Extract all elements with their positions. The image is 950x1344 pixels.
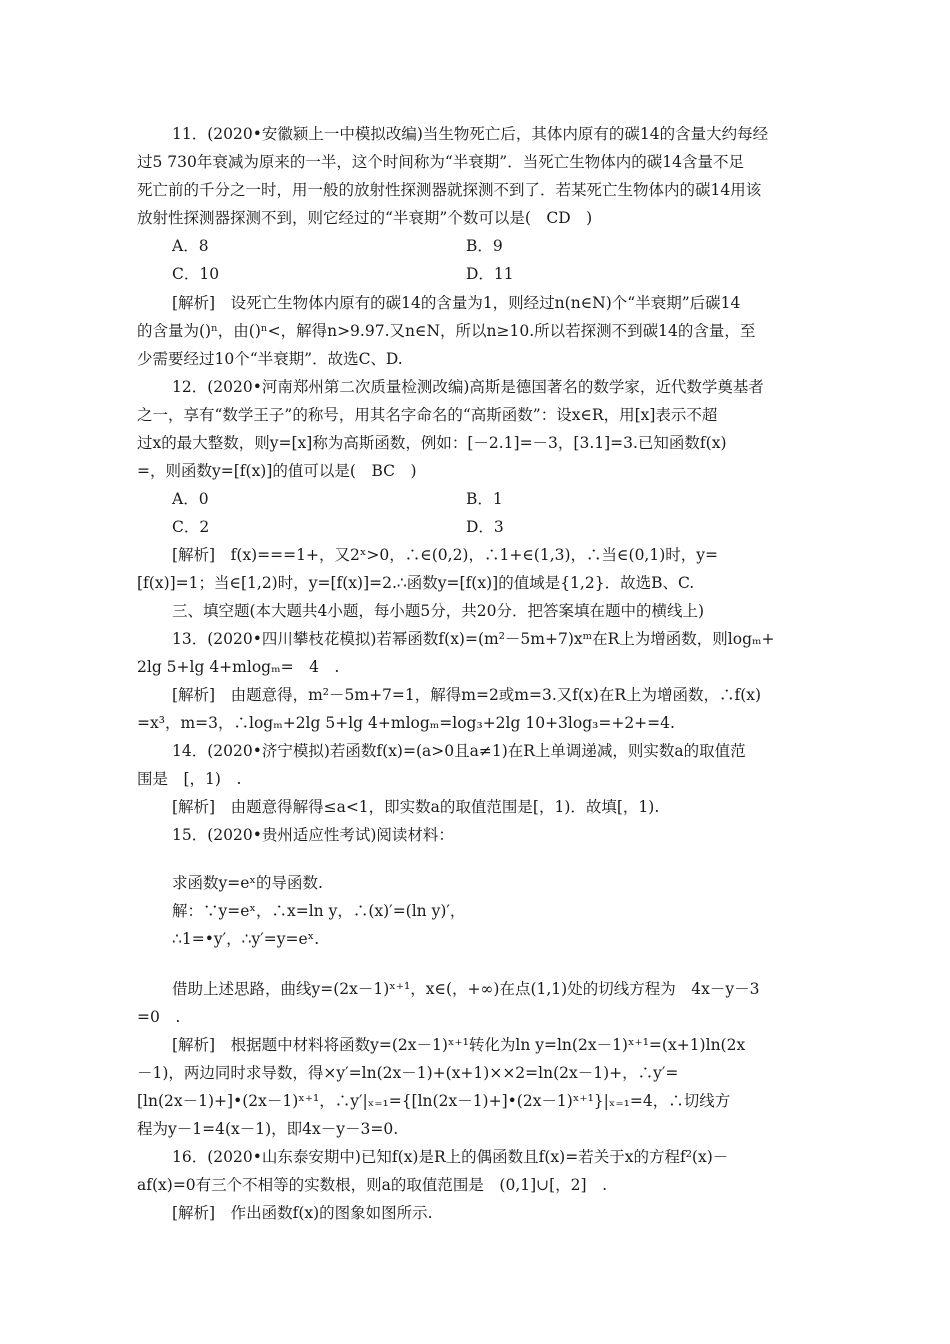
q11-analysis-line2: 的含量为()ⁿ，由()ⁿ<，解得n>9.97.又n∈N，所以n≥10.所以若探测不到碳14的含量，至 (137, 322, 756, 340)
q12-analysis-line1: [解析] f(x)===1+，又2ˣ>0，∴∈(0,2)，∴1+∈(1,3)，∴当∈(0,1)时，y= (172, 546, 719, 564)
q16-stem-line2: af(x)=0有三个不相等的实数根，则a的取值范围是 (0,1]∪[，2] . (137, 1176, 608, 1194)
q11-stem-line1: 11．(2020•安徽颍上一中模拟改编)当生物死亡后，其体内原有的碳14的含量大约每经 (172, 125, 769, 143)
q11-option-b: B．9 (466, 237, 503, 255)
q11-stem-line2: 过5 730年衰减为原来的一半，这个时间称为“半衰期”．当死亡生物体内的碳14含量不足 (137, 153, 744, 171)
q15-stem-line1: 15．(2020•贵州适应性考试)阅读材料： (172, 826, 454, 844)
q13-analysis-line2: =x³，m=3，∴logₘ+2lg 5+lg 4+mlogₘ=log₃+2lg 10+3log₃=+2+=4. (137, 714, 675, 732)
q15-material-line1: 求函数y=eˣ的导函数. (172, 874, 323, 892)
q15-material-line3: ∴1=•y′，∴y′=y=eˣ. (172, 930, 320, 948)
q11-option-a: A．8 (172, 237, 209, 255)
q12-stem-line1: 12．(2020•河南郑州第二次质量检测改编)高斯是德国著名的数学家，近代数学奠基者 (172, 378, 764, 396)
q12-analysis-line2: [f(x)]=1；当∈[1,2)时，y=[f(x)]=2.∴函数y=[f(x)]的值域是{1,2}．故选B、C. (137, 574, 695, 592)
q14-stem-line2: 围是 [，1) . (137, 770, 242, 788)
q12-option-d: D．3 (466, 518, 504, 536)
q15-material-line2: 解：∵y=eˣ，∴x=ln y，∴(x)′=(ln y)′， (172, 902, 466, 920)
q14-analysis-line1: [解析] 由题意得解得≤a<1，即实数a的取值范围是[，1)．故填[，1). (172, 798, 660, 816)
q12-option-a: A．0 (172, 490, 209, 508)
q16-stem-line1: 16．(2020•山东泰安期中)已知f(x)是R上的偶函数且f(x)=若关于x的方程f²(x)－ (172, 1148, 729, 1166)
q15-stem-line2: 借助上述思路，曲线y=(2x－1)ˣ⁺¹，x∈(，+∞)在点(1,1)处的切线方程为 4x－y－3 (172, 980, 760, 998)
q12-option-c: C．2 (172, 518, 210, 536)
q12-stem-line3: 过x的最大整数，则y=[x]称为高斯函数，例如：[－2.1]=－3，[3.1]=3.已知函数f(x) (137, 434, 727, 452)
q13-analysis-line1: [解析] 由题意得，m²－5m+7=1，解得m=2或m=3.又f(x)在R上为增函数，∴f(x) (172, 686, 762, 704)
q11-stem-line3: 死亡前的千分之一时，用一般的放射性探测器就探测不到了．若某死亡生物体内的碳14用该 (137, 181, 762, 199)
q15-stem-line3: =0 . (137, 1008, 181, 1026)
q15-analysis-line4: 程为y－1=4(x－1)，即4x－y－3=0. (137, 1120, 399, 1138)
q11-option-d: D．11 (466, 265, 514, 283)
q14-stem-line1: 14．(2020•济宁模拟)若函数f(x)=(a>0且a≠1)在R上单调递减，则实数a的取值范 (172, 742, 746, 760)
q11-analysis-line1: [解析] 设死亡生物体内原有的碳14的含量为1，则经过n(n∈N)个“半衰期”后碳14 (172, 294, 741, 312)
q12-option-b: B．1 (466, 490, 503, 508)
q11-analysis-line3: 少需要经过10个“半衰期”．故选C、D. (137, 350, 403, 368)
q16-analysis-line1: [解析] 作出函数f(x)的图象如图所示. (172, 1204, 433, 1222)
q15-analysis-line3: [ln(2x－1)+]•(2x－1)ˣ⁺¹，∴y′|ₓ₌₁={[ln(2x－1)+]•(2x－1)ˣ⁺¹}|ₓ₌₁=4，∴切线方 (137, 1092, 731, 1110)
q15-analysis-line1: [解析] 根据题中材料将函数y=(2x－1)ˣ⁺¹转化为ln y=ln(2x－1)ˣ⁺¹=(x+1)ln(2x (172, 1036, 746, 1054)
q13-stem-line1: 13．(2020•四川攀枝花模拟)若幂函数f(x)=(m²－5m+7)xᵐ在R上为增函数，则logₘ+ (172, 630, 775, 648)
q11-stem-line4: 放射性探测器探测不到，则它经过的“半衰期”个数可以是( CD ) (137, 209, 593, 227)
q11-option-c: C．10 (172, 265, 220, 283)
q12-stem-line4: =，则函数y=[f(x)]的值可以是( BC ) (137, 462, 417, 480)
q13-stem-line2: 2lg 5+lg 4+mlogₘ= 4 . (137, 658, 340, 676)
q12-stem-line2: 之一，享有“数学王子”的称号，用其名字命名的“高斯函数”：设x∈R，用[x]表示不超 (137, 406, 718, 424)
section-heading-fill-in: 三、填空题(本大题共4小题，每小题5分，共20分．把答案填在题中的横线上) (172, 602, 705, 620)
q15-analysis-line2: －1)，两边同时求导数，得×y′=ln(2x－1)+(x+1)××2=ln(2x－1)+，∴y′= (137, 1064, 679, 1082)
